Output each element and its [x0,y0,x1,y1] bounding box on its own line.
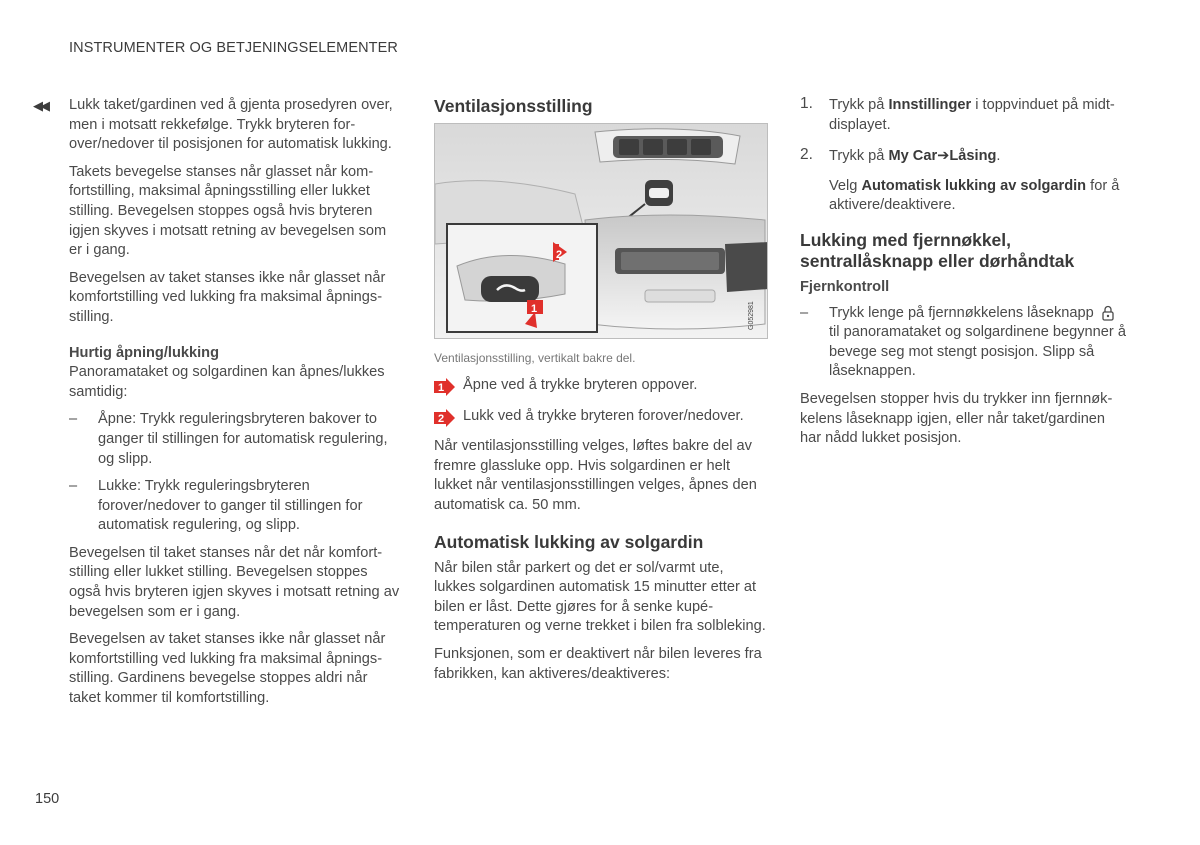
list-item: – Trykk lenge på fjernnøkkelens låseknapp til panoramataket og solgardinene begynner å bevege seg mot stengt posisjon. Slipp så låseknappen. [800,304,1126,380]
settings-steps [800,96,1128,216]
paragraph-remote-stop: Bevegelsen stopper hvis du trykker inn fjernnøkkelens låseknapp igjen, eller når taket/gardinen har nådd lukket posisjon. [800,390,1113,447]
heading-auto-close: Automatisk lukking av solgardin [434,531,704,552]
column-3 [800,96,1128,457]
heading-quick-open: Hurtig åpning/lukking [69,344,219,361]
paragraph-curtain-never-stops: Bevegelsen av taket stanses ikke når glasset når komfortstilling ved lukking fra maksimal åpningsstilling. Gardinens bevegelse stoppes aldri når taket kommer til komfortstilling. [69,631,386,707]
heading-remote-close: Lukking med fjernnøkkel, sentrallåsknapp eller dørhåndtak [800,229,1075,271]
heading-remote-control: Fjernkontroll [800,278,890,295]
column-1 [33,96,401,717]
ventilation-illustration [434,123,768,339]
step-2-sub: Velg Automatisk lukking av solgardin for å aktivere/deaktivere. [829,177,1120,214]
figure-caption: Ventilasjonsstilling, vertikalt bakre del. [434,351,636,365]
list-item: – Åpne: Trykk reguleringsbryteren bakover to ganger til stillingen for automatisk regulering, og slipp. [69,411,388,467]
paragraph-function: Funksjonen, som er deaktivert når bilen leveres fra fabrikken, kan aktiveres/deaktiveres: [434,645,762,682]
heading-ventilation: Ventilasjonsstilling [434,96,593,116]
remote-list [800,304,1128,382]
svg-text:1: 1 [438,382,445,394]
running-header: INSTRUMENTER OG BETJENINGSELEMENTER [69,40,398,56]
paragraph-simultaneous: Panoramataket og solgardinen kan åpnes/lukkes samtidig: [69,364,385,400]
paragraph-close-roof: Lukk taket/gardinen ved å gjenta prosedyren over, men i motsatt rekkefølge. Trykk bryteren forover/nedover til posisjonen for automatisk lukking. [69,97,393,153]
page-number: 150 [35,791,60,807]
step-2: 2 Lukk ved å trykke bryteren forover/nedover. [434,407,768,427]
svg-text:2: 2 [438,412,445,425]
continued-from-previous-icon: ◀◀ [33,98,47,113]
figure-marker-1: 1 [531,303,538,315]
list-item: 1. Trykk på Innstillinger i toppvinduet på midtdisplayet. [800,95,1115,133]
list-item: 2. Trykk på My Car➔Låsing. Velg Automatisk lukking av solgardin for å aktivere/deaktivere. [800,147,1128,216]
figure-marker-2: 2 [556,249,563,261]
paragraph-comfort: Bevegelsen av taket stanses ikke når glasset når komfortstilling ved lukking fra maksimal åpningsstilling. [69,269,386,325]
roof-console-drawing [435,124,768,339]
list-item: – Lukke: Trykk reguleringsbryteren forover/nedover to ganger til stillingen for automatisk regulering, og slipp. [69,478,363,534]
lock-icon [1102,305,1114,321]
paragraph-roof-stops: Takets bevegelse stanses når glasset når komfortstilling, maksimal åpningsstilling eller lukket stilling. Bevegelsen stoppes også hvis bryteren igjen skyves i motsatt retning av bevegelsen som er i gang. [69,163,387,259]
paragraph-auto-close: Når bilen står parkert og det er sol/varmt ute, lukkes solgardinen automatisk 15 minutter etter at bilen er låst. Dette gjøres for å senke kupétemperaturen og verne trekket i bilen fra solbleking. [434,559,766,635]
figure-code: G052981 [748,301,755,330]
arrow-right-icon: ➔ [937,148,950,165]
quick-open-list [69,410,401,536]
paragraph-ventilation: Når ventilasjonsstilling velges, løftes bakre del av fremre glassluke opp. Hvis solgardinen er helt lukket når ventilasjonsstillingen velges, åpnes den automatisk ca. 50 mm. [434,438,757,513]
step-2-icon [434,409,456,427]
column-2 [434,96,768,692]
paragraph-movement-stops: Bevegelsen til taket stanses når det når komfortstilling eller lukket stilling. Bevegelsen stoppes også hvis bryteren igjen skyves i motsatt retning av bevegelsen som er i gang. [69,544,400,620]
step-1: 1 Åpne ved å trykke bryteren oppover. [434,376,768,396]
step-1-icon [434,378,456,396]
